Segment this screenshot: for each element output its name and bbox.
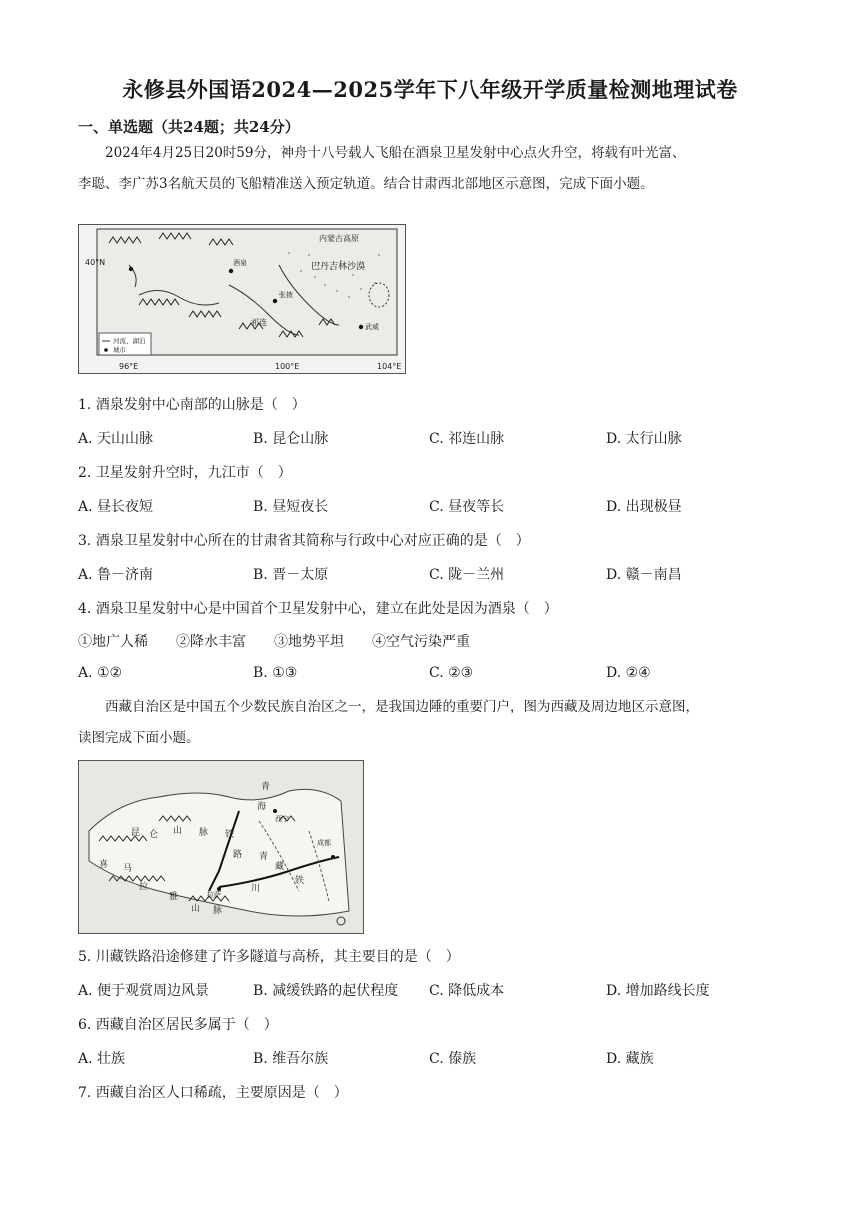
tibet-map — [78, 760, 364, 934]
q6-option-b[interactable]: B. 维吾尔族 — [253, 1051, 329, 1067]
question-4-statements: ①地广人稀 ②降水丰富 ③地势平坦 ④空气污染严重 — [78, 634, 470, 650]
q3-option-d[interactable]: D. 赣－南昌 — [606, 567, 682, 583]
q3-option-b[interactable]: B. 晋－太原 — [253, 567, 329, 583]
qinghai-label-2: 海 — [257, 802, 267, 812]
railway-label-2: 路 — [233, 850, 243, 860]
question-2-stem: 2. 卫星发射升空时，九江市（ ） — [78, 465, 292, 481]
q2-option-a[interactable]: A. 昼长夜短 — [78, 499, 154, 515]
q2-option-c[interactable]: C. 昼夜等长 — [429, 499, 505, 515]
question-3-stem: 3. 酒泉卫星发射中心所在的甘肃省其简称与行政中心对应正确的是（ ） — [78, 533, 530, 549]
chengdu-label: 成都 — [317, 839, 331, 847]
q5-option-d[interactable]: D. 增加路线长度 — [606, 983, 710, 999]
himalaya-label-3: 拉 — [139, 882, 149, 892]
lon-100e-label: 100°E — [275, 362, 300, 371]
question-1-stem: 1. 酒泉发射中心南部的山脉是（ ） — [78, 397, 306, 413]
inner-mongolia-label: 内蒙古高原 — [319, 234, 359, 243]
q5-option-a[interactable]: A. 便于观赏周边风景 — [78, 983, 210, 999]
kunlun-label-4: 脉 — [199, 828, 209, 838]
q4-option-c[interactable]: C. ②③ — [429, 665, 474, 681]
legend-river-label: 河流、湖泊 — [113, 337, 146, 345]
q4-option-b[interactable]: B. ①③ — [253, 665, 298, 681]
page-title: 永修县外国语2024—2025学年下八年级开学质量检测地理试卷 — [122, 77, 738, 102]
q6-option-c[interactable]: C. 傣族 — [429, 1051, 477, 1067]
lat-40n-label: 40°N — [85, 258, 106, 267]
badain-jaran-label: 巴丹吉林沙漠 — [311, 262, 366, 272]
passage-2 — [78, 692, 778, 754]
kunlun-label-2: 仑 — [149, 830, 159, 840]
passage-1-line-1: 2024年4月25日20时59分，神舟十八号载人飞船在酒泉卫星发射中心点火升空，将载有叶光富、 — [105, 145, 686, 161]
jiuquan-label: 酒泉 — [233, 259, 247, 267]
passage-2-line-1: 西藏自治区是中国五个少数民族自治区之一，是我国边陲的重要门户，图为西藏及周边地区示意图， — [105, 699, 699, 715]
q2-option-b[interactable]: B. 昼短夜长 — [253, 499, 329, 515]
passage-1-line-2: 李聪、李广苏3名航天员的飞船精准送入预定轨道。结合甘肃西北部地区示意图，完成下面小题。 — [78, 176, 654, 192]
gansu-map — [78, 224, 406, 374]
himalaya-label-6: 脉 — [213, 906, 223, 916]
railway-label-1: 铁 — [225, 830, 235, 840]
q5-option-b[interactable]: B. 减缓铁路的起伏程度 — [253, 983, 399, 999]
chuan-label: 川 — [251, 884, 261, 894]
q1-option-a[interactable]: A. 天山山脉 — [78, 431, 154, 447]
lhasa-label: 拉萨 — [207, 891, 221, 899]
xining-label: 西宁 — [275, 815, 289, 823]
himalaya-label-4: 雅 — [169, 892, 179, 902]
question-4-stem: 4. 酒泉卫星发射中心是中国首个卫星发射中心，建立在此处是因为酒泉（ ） — [78, 601, 558, 617]
q6-option-d[interactable]: D. 藏族 — [606, 1051, 654, 1067]
q1-option-d[interactable]: D. 太行山脉 — [606, 431, 682, 447]
qinghai-label-1: 青 — [261, 782, 271, 792]
question-7-stem: 7. 西藏自治区人口稀疏，主要原因是（ ） — [78, 1085, 348, 1101]
section-heading: 一、单选题（共24题；共24分） — [78, 118, 300, 136]
q1-option-c[interactable]: C. 祁连山脉 — [429, 431, 505, 447]
kunlun-label-1: 昆 — [131, 828, 141, 838]
q3-option-a[interactable]: A. 鲁－济南 — [78, 567, 154, 583]
q5-option-c[interactable]: C. 降低成本 — [429, 983, 505, 999]
lon-104e-label: 104°E — [377, 362, 402, 371]
himalaya-label-2: 马 — [123, 864, 133, 874]
lon-96e-label: 96°E — [119, 362, 139, 371]
question-6-stem: 6. 西藏自治区居民多属于（ ） — [78, 1017, 278, 1033]
q4-option-a[interactable]: A. ①② — [78, 665, 123, 681]
qingzang-label-1: 青 — [259, 852, 269, 862]
q4-option-d[interactable]: D. ②④ — [606, 665, 651, 681]
wuwei-label: 武威 — [365, 323, 379, 331]
q6-option-a[interactable]: A. 壮族 — [78, 1051, 126, 1067]
railway-label-3: 铁 — [295, 876, 305, 886]
passage-1 — [78, 138, 778, 200]
kunlun-label-3: 山 — [173, 826, 183, 836]
question-5-stem: 5. 川藏铁路沿途修建了许多隧道与高桥，其主要目的是（ ） — [78, 949, 460, 965]
q1-option-b[interactable]: B. 昆仑山脉 — [253, 431, 329, 447]
qingzang-label-2: 藏 — [275, 862, 285, 872]
himalaya-label-1: 喜 — [99, 860, 109, 870]
q2-option-d[interactable]: D. 出现极昼 — [606, 499, 682, 515]
qilian-label: 祁连 — [251, 318, 267, 327]
passage-2-line-2: 读图完成下面小题。 — [78, 730, 200, 746]
zhangye-label: 张掖 — [279, 291, 293, 299]
himalaya-label-5: 山 — [191, 904, 201, 914]
q3-option-c[interactable]: C. 陇－兰州 — [429, 567, 505, 583]
legend-city-label: 城市 — [113, 346, 126, 354]
